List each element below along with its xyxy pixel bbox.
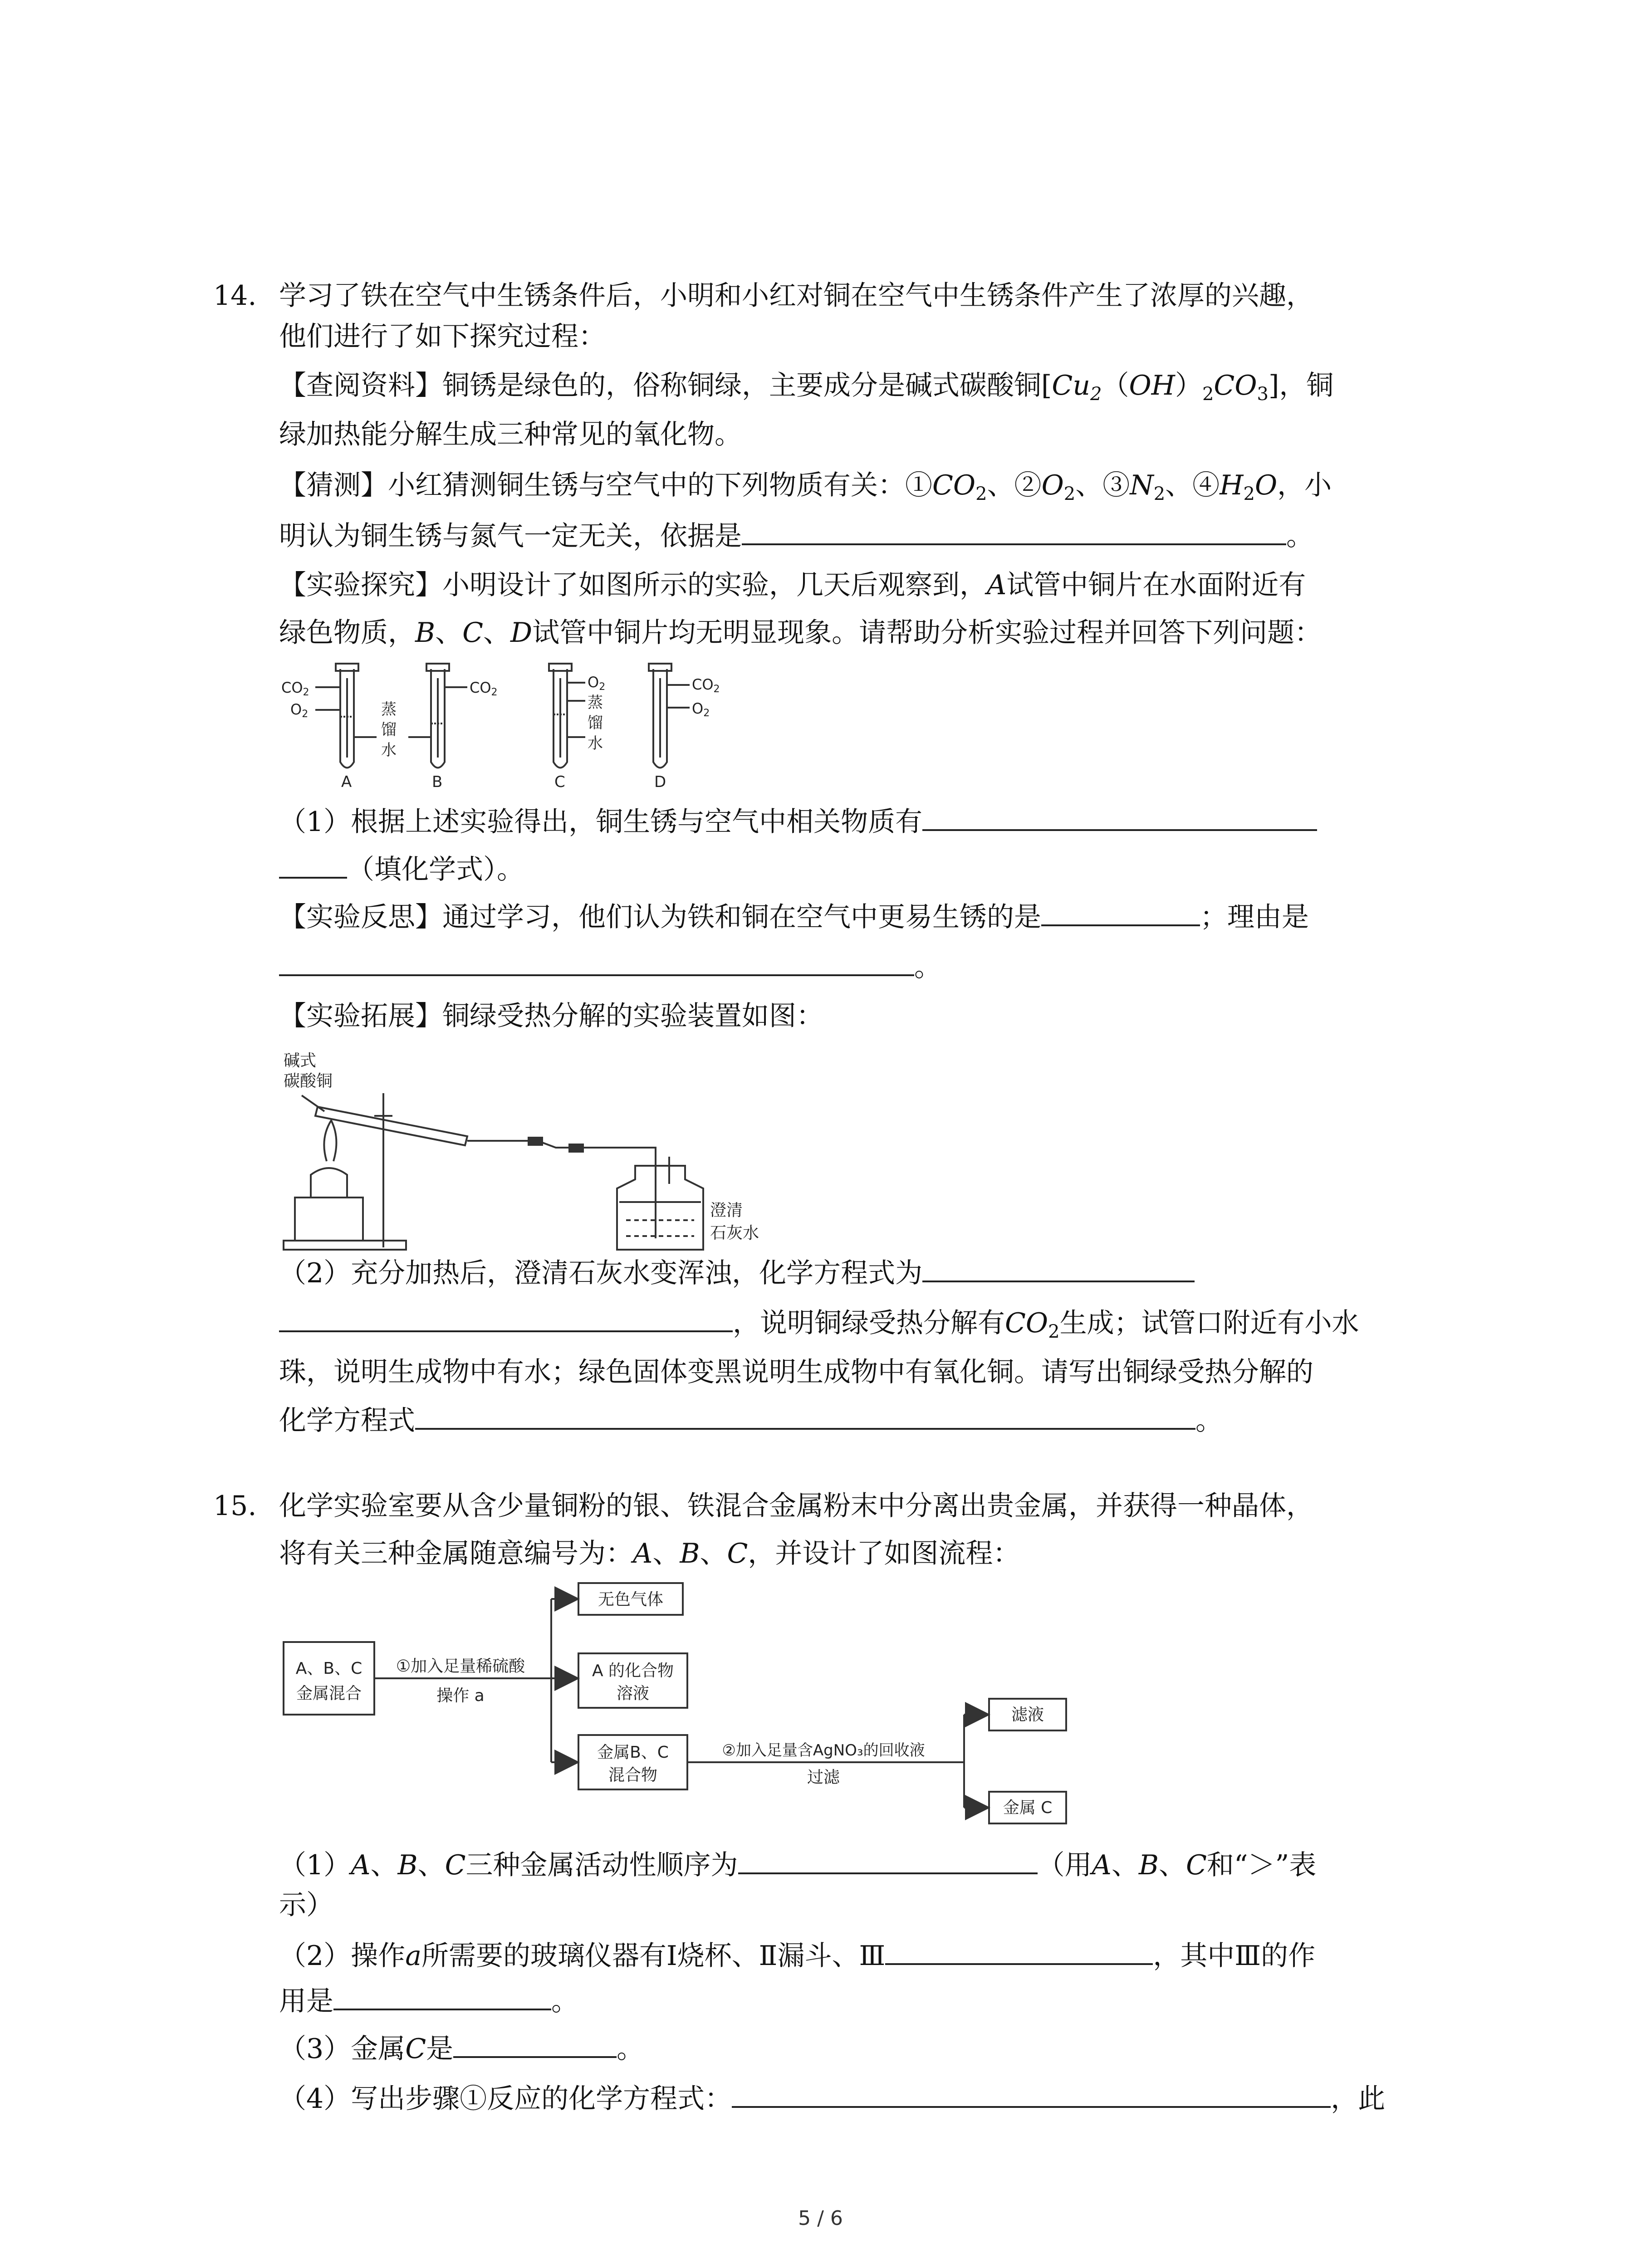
gas-label: 无色气体 [598,1590,664,1609]
text: ；理由是 [1200,901,1309,933]
stopper-c [549,664,572,671]
water-label: 馏 [588,714,603,732]
text: （3）金属 [279,2033,406,2065]
subscript: 2 [302,709,309,720]
text: 。 [914,951,941,983]
answer-blank[interactable] [279,948,914,976]
filtrate-label: 滤液 [1011,1706,1044,1724]
label: C [1185,1849,1207,1881]
text: 用是 [279,1985,333,2017]
text: 、③ [1075,469,1130,501]
text: O [588,674,599,691]
text: 【实验探究】小明设计了如图所示的实验，几天后观察到， [279,569,987,601]
text: 【查阅资料】铜锈是绿色的，俗称铜绿，主要成分是碱式碳酸铜[ [279,370,1052,401]
formula: Cu [1052,370,1090,401]
answer-blank[interactable] [453,2030,617,2058]
text: 、④ [1165,469,1220,501]
subscript: 2 [713,684,720,695]
stand-base [284,1241,406,1250]
q14-extend-line: 【实验拓展】铜绿受热分解的实验装置如图： [279,1000,823,1032]
text: （2）操作 [279,1940,406,1972]
label: C [462,617,484,649]
flame [324,1120,336,1161]
alcohol-lamp [311,1168,347,1198]
subscript: 2 [491,687,498,698]
box-mixed-metals [284,1642,374,1715]
mixture-label: 混合物 [608,1766,658,1784]
gas-label-o2 [290,701,308,720]
text: 生成；试管口附近有小水 [1059,1307,1359,1339]
subscript: 2 [1243,484,1255,504]
text: 、 [652,1538,680,1569]
text: 、 [700,1538,727,1569]
q15-part1-line [279,1846,1316,1883]
answer-blank[interactable] [279,1304,733,1332]
text: 试管中铜片均无明显现象。请帮助分析实验过程并回答下列问题： [532,617,1322,649]
answer-blank[interactable] [885,1937,1153,1965]
subscript: 2 [1048,1321,1060,1342]
separation-flowchart [279,1579,1078,1833]
text: 绿色物质， [279,617,415,649]
formula: H [1220,469,1244,501]
box-label: 金属混合 [296,1684,362,1703]
water-label: 水 [588,734,603,753]
subscript: 3 [1257,384,1269,405]
subscript: 2 [703,708,710,719]
solution-label: 溶液 [616,1684,650,1703]
subscript: 2 [303,687,309,698]
text: 。 [551,1985,578,2017]
text: 、 [435,617,463,649]
leader [302,1095,324,1111]
text: （1） [279,1849,351,1881]
text: ，说明铜绿受热分解有 [733,1307,1005,1339]
filter-label: 过滤 [807,1768,840,1787]
text: CO [470,679,491,696]
subscript: 2 [1153,484,1166,504]
text: CO [281,679,303,696]
label: D [510,617,533,649]
label: B [397,1849,418,1881]
tube-label-d: D [654,773,666,791]
label: B [680,1538,700,1569]
answer-blank[interactable] [732,2080,1331,2108]
text: 。 [1286,520,1313,552]
text: ） [1175,370,1202,401]
water-label: 馏 [381,721,397,739]
q14-guess-line [279,467,1332,503]
text: 、 [1158,1849,1186,1881]
label: C [405,2033,426,2065]
text: 【实验反思】通过学习，他们认为铁和铜在空气中更易生锈的是 [279,901,1041,933]
q14-materials-line-2: 绿加热能分解生成三种常见的氧化物。 [279,419,742,450]
q15-part2-line [279,1937,1315,1974]
label: B [1138,1849,1159,1881]
q14-part2-line-2 [279,1304,1359,1341]
question-15-number: 15. [213,1490,257,1522]
text: 所需要的玻璃仪器有Ⅰ烧杯、Ⅱ漏斗、Ⅲ [421,1940,886,1972]
text: 。 [617,2033,644,2065]
stopper-a [336,664,358,671]
burner-block [295,1198,363,1241]
text: 、 [370,1849,398,1881]
gas-label-o2 [588,674,605,693]
text: （1）根据上述实验得出，铜生锈与空气中相关物质有 [279,806,923,838]
water-label: 蒸 [381,700,397,719]
label-limewater: 澄清 [710,1201,743,1220]
label: C [445,1849,466,1881]
label: A [351,1849,371,1881]
q14-reflect-line [279,898,1309,935]
answer-blank[interactable] [742,517,1286,545]
text: （填化学式）。 [347,854,524,885]
label-limewater: 石灰水 [710,1224,759,1242]
text: （用 [1037,1849,1092,1881]
page-number: 5 / 6 [798,2207,843,2230]
q14-part2-line-4 [279,1402,1223,1439]
water-label: 水 [381,741,397,759]
label: A [987,569,1007,601]
formula: O [1254,469,1278,501]
label: B [415,617,436,649]
text: ，其中Ⅲ的作 [1153,1940,1316,1972]
q15-line-2 [279,1535,1020,1572]
water-label: 蒸 [588,694,603,712]
question-14-number: 14. [213,280,257,312]
operation-a-label: 操作 a [436,1686,485,1705]
q14-guess-line-2 [279,517,1313,554]
text: 将有关三种金属随意编号为： [279,1538,633,1569]
gas-washing-bottle [617,1166,703,1250]
answer-blank[interactable] [333,1982,551,2010]
metal-c-label: 金属 C [1003,1799,1053,1817]
text: ，小 [1277,469,1332,501]
delivery-tube [467,1141,656,1184]
answer-blank[interactable] [1041,898,1200,926]
text: ，此 [1331,2083,1386,2115]
text: 三种金属活动性顺序为 [465,1849,738,1881]
answer-blank[interactable] [415,1402,1195,1430]
subscript: 2 [1063,484,1076,504]
text: 。 [1195,1405,1223,1437]
text: O [290,701,302,718]
step-1-label: ①加入足量稀硫酸 [396,1657,525,1676]
gas-label-co2 [281,679,309,698]
gas-label-o2 [692,700,710,719]
connector [529,1138,542,1145]
gas-label-co2 [470,679,498,698]
subscript: 2 [599,681,606,693]
q14-explore-line [279,567,1306,603]
q15-part3-line [279,2030,644,2067]
box-label: A、B、C [295,1659,362,1678]
q14-part2-line-3: 珠，说明生成物中有水；绿色固体变黑说明生成物中有氧化铜。请写出铜绿受热分解的 [279,1356,1313,1388]
label: A [1092,1849,1112,1881]
subscript: 2 [1202,384,1214,405]
formula: O [1041,469,1064,501]
text: 和“＞”表 [1206,1849,1317,1881]
q14-explore-line-2 [279,615,1322,651]
label: C [727,1538,748,1569]
stopper-d [649,664,671,671]
q14-line-1: 学习了铁在空气中生锈条件后，小明和小红对铜在空气中生锈条件产生了浓厚的兴趣， [279,280,1313,312]
q14-reflect-line-2 [279,948,941,985]
subscript: 2 [1090,384,1102,405]
test-tubes-figure [272,660,771,792]
test-tube [315,1107,467,1145]
gas-label-co2 [692,676,720,695]
text: （4）写出步骤①反应的化学方程式： [279,2083,732,2115]
text: 、 [483,617,511,649]
text: ，并设计了如图流程： [748,1538,1020,1569]
q14-line-2: 他们进行了如下探究过程： [279,321,606,352]
label: A [633,1538,653,1569]
text: CO [692,676,714,693]
heating-apparatus-figure [274,1048,932,1256]
answer-blank[interactable] [738,1846,1038,1874]
formula: CO [1214,370,1257,401]
q15-line-1: 化学实验室要从含少量铜粉的银、铁混合金属粉末中分离出贵金属，并获得一种晶体， [279,1490,1313,1522]
formula: N [1130,469,1154,501]
text: 、 [1111,1849,1139,1881]
text: 【猜测】小红猜测铜生锈与空气中的下列物质有关：① [279,469,932,501]
text: （ [1102,370,1129,401]
subscript: 2 [975,484,987,504]
answer-blank[interactable] [922,1254,1195,1282]
label: a [405,1940,421,1972]
tube-label-b: B [432,773,443,791]
q15-part4-line [279,2080,1385,2117]
text: 是 [426,2033,454,2065]
text: O [692,700,704,717]
text: （2）充分加热后，澄清石灰水变浑浊，化学方程式为 [279,1257,923,1289]
q14-materials-line [279,367,1333,404]
q14-part1-line-2 [279,850,524,888]
stopper-b [426,664,449,671]
text: 试管中铜片在水面附近有 [1006,569,1306,601]
q15-part2-line-2 [279,1982,578,2019]
answer-blank[interactable] [922,803,1317,831]
label-basic-copper-carbonate: 碱式 [284,1051,317,1070]
formula: CO [1005,1307,1048,1339]
connector [569,1144,583,1152]
tube-label-c: C [554,773,565,791]
q14-part2-line [279,1254,1195,1291]
text: 、 [417,1849,445,1881]
solution-label: A 的化合物 [592,1662,674,1680]
text: ]，铜 [1268,370,1334,401]
label-basic-copper-carbonate: 碳酸铜 [284,1072,333,1090]
answer-blank[interactable] [279,850,347,879]
step-2-label: ②加入足量含AgNO₃的回收液 [722,1741,925,1760]
q15-part1-line-2: 示） [279,1889,333,1921]
text: 、② [987,469,1042,501]
mixture-label: 金属B、C [597,1743,669,1762]
formula: CO [932,469,976,501]
text: 化学方程式 [279,1405,415,1437]
tube-label-a: A [341,773,352,791]
q14-part1-line [279,803,1317,840]
formula: OH [1129,370,1175,401]
text: 明认为铜生锈与氮气一定无关，依据是 [279,520,742,552]
